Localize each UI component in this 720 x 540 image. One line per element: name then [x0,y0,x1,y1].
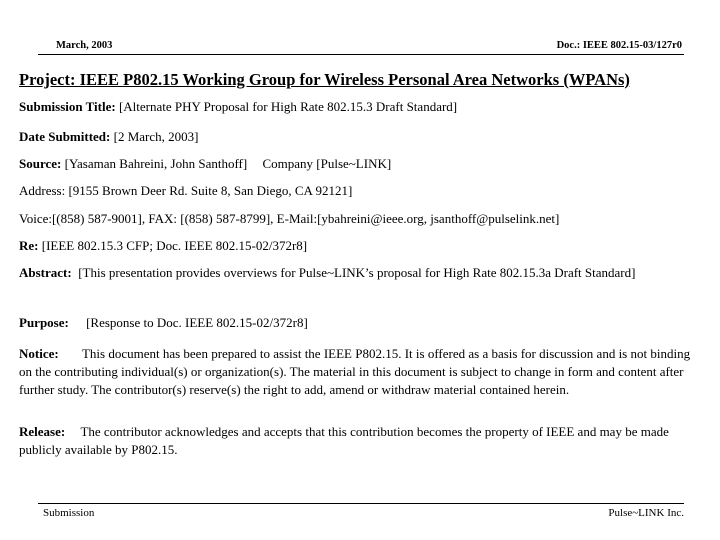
footer-submission: Submission [43,507,95,519]
release-line [19,423,691,459]
header-doc-id: Doc.: IEEE 802.15-03/127r0 [556,40,682,51]
notice-line [19,345,691,399]
release-value: The contributor acknowledges and accepts that this contribution becomes the property of IEEE and may be made publicly available by P802.15. [19,424,669,457]
address-line: Address: [9155 Brown Deer Rd. Suite 8, San Diego, CA 92121] [19,183,353,198]
abstract-value: [This presentation provides overviews for Pulse~LINK’s proposal for High Rate 802.15.3a Draft Standard] [78,265,636,280]
header-date: March, 2003 [56,40,113,51]
submission-title-label: Submission Title: [19,99,116,114]
purpose-label: Purpose: [19,315,69,330]
abstract-label: Abstract: [19,265,72,280]
release-label: Release: [19,424,66,439]
notice-value: This document has been prepared to assist the IEEE P802.15. It is offered as a basis for discussion and is not binding on the contributing individual(s) or organization(s). The material in this document is subject to change in form and content after further study. The contributor(s) reserve(s) the right to add, amend or withdraw material contained herein. [19,346,691,397]
voice-line: Voice:[(858) 587-9001], FAX: [(858) 587-8799], E-Mail:[ybahreini@ieee.org, jsanthoff@pulselink.net] [19,211,560,226]
footer-divider [38,503,684,504]
submission-title-line [19,98,691,116]
footer-company: Pulse~LINK Inc. [608,507,684,519]
date-submitted-line [19,128,691,146]
date-submitted-label: Date Submitted: [19,129,111,144]
re-value: [IEEE 802.15.3 CFP; Doc. IEEE 802.15-02/372r8] [41,238,308,253]
header-divider [38,54,684,55]
purpose-line [19,314,691,332]
abstract-line [19,264,691,282]
source-company: Company [Pulse~LINK] [262,156,392,171]
source-label: Source: [19,156,62,171]
submission-title-value: [Alternate PHY Proposal for High Rate 802.15.3 Draft Standard] [118,99,458,114]
source-value: [Yasaman Bahreini, John Santhoff] [64,156,248,171]
re-label: Re: [19,238,39,253]
notice-label: Notice: [19,346,59,361]
purpose-value: [Response to Doc. IEEE 802.15-02/372r8] [86,315,308,330]
source-line [19,155,691,173]
re-line [19,237,691,255]
date-submitted-value: [2 March, 2003] [113,129,199,144]
project-title: Project: IEEE P802.15 Working Group for Wireless Personal Area Networks (WPANs) [19,70,630,89]
